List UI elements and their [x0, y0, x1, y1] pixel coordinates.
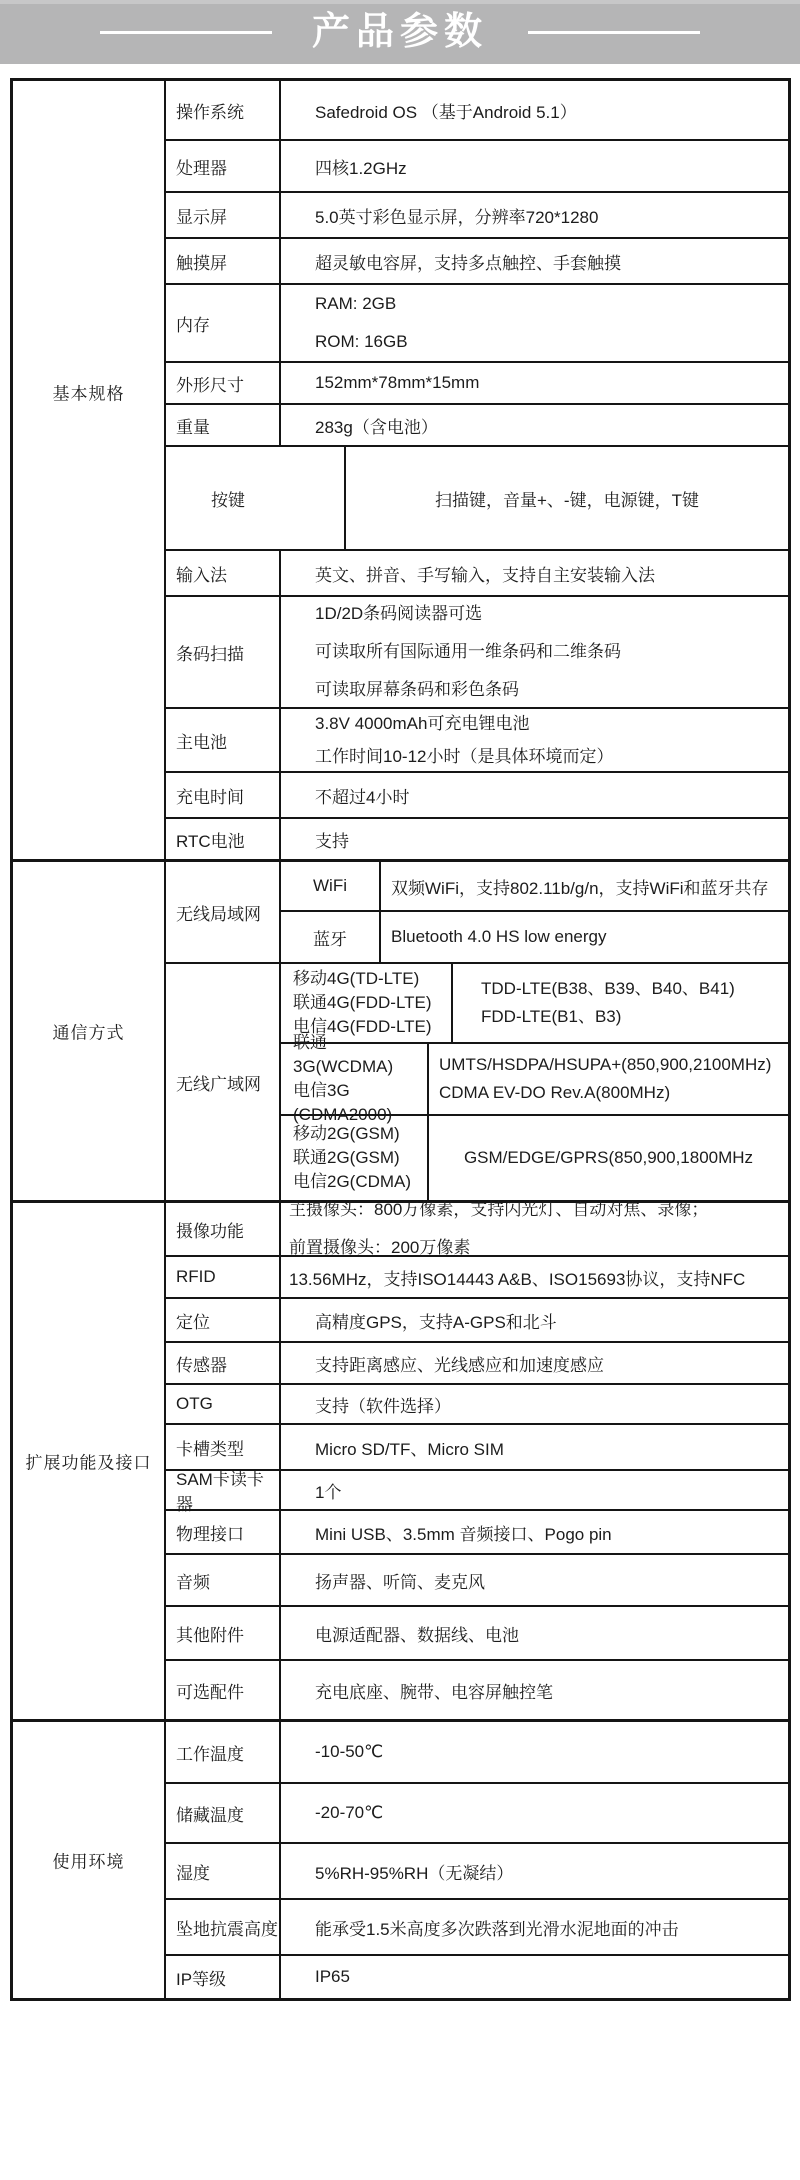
wlan-group [166, 862, 788, 962]
wwan-sublabel-line: (CDMA2000) [293, 1105, 393, 1124]
section-title: 使用环境 [52, 1852, 125, 1872]
spec-value: Micro SD/TF、Micro SIM [315, 1439, 504, 1459]
spec-row [166, 191, 788, 237]
spec-row [281, 910, 788, 962]
spec-label: 摄像功能 [166, 1203, 281, 1255]
spec-value: 支持 [315, 831, 349, 851]
spec-row [281, 862, 788, 910]
spec-row [166, 771, 788, 817]
spec-row [166, 549, 788, 595]
spec-value: 高精度GPS，支持A-GPS和北斗 [315, 1312, 557, 1332]
spec-value: 1个 [315, 1482, 342, 1502]
spec-value: 283g（含电池） [315, 417, 438, 437]
spec-value: 四核1.2GHz [315, 158, 407, 178]
spec-row [166, 1297, 788, 1341]
page-banner [0, 0, 800, 64]
wwan-sublabel-line: 电信3G [293, 1081, 350, 1100]
spec-row [166, 1383, 788, 1423]
spec-label: 外形尺寸 [166, 363, 281, 403]
wwan-sublabel-line: 联通2G(GSM) [293, 1148, 400, 1167]
wlan-label: 无线局域网 [166, 862, 281, 962]
spec-label: 物理接口 [166, 1511, 281, 1553]
spec-value: Safedroid OS （基于Android 5.1） [315, 102, 577, 122]
wlan-sublabel: WiFi [281, 862, 381, 910]
spec-row-keys [166, 445, 788, 549]
spec-label: 主电池 [166, 709, 281, 771]
spec-row [166, 1469, 788, 1514]
spec-value-line: ROM: 16GB [315, 332, 408, 351]
spec-value [281, 709, 788, 771]
spec-value [281, 285, 788, 361]
spec-value: 英文、拼音、手写输入，支持自主安装输入法 [315, 565, 655, 585]
spec-row [166, 1553, 788, 1605]
page-title: 产品参数 [311, 11, 488, 53]
spec-value-line: RAM: 2GB [315, 294, 397, 313]
wwan-sublabel-line: 联通4G(FDD-LTE) [293, 993, 432, 1012]
spec-row [166, 139, 788, 191]
wwan-group [166, 962, 788, 1200]
spec-label: 工作温度 [166, 1722, 281, 1782]
section-label [13, 1203, 166, 1719]
spec-label: 传感器 [166, 1343, 281, 1383]
spec-value-line: CDMA EV-DO Rev.A(800MHz) [439, 1083, 671, 1102]
spec-row [166, 1341, 788, 1383]
spec-label: 卡槽类型 [166, 1425, 281, 1469]
spec-value-line: 1D/2D条码阅读器可选 [315, 604, 483, 623]
spec-value-line: TDD-LTE(B38、B39、B40、B41) [481, 979, 735, 998]
spec-row [166, 1659, 788, 1719]
spec-label: 按键 [166, 447, 346, 549]
section-label [13, 862, 166, 1200]
spec-row [166, 81, 788, 139]
section-title: 扩展功能及接口 [25, 1453, 152, 1473]
spec-label: 其他附件 [166, 1607, 281, 1659]
spec-label: 显示屏 [166, 193, 281, 237]
title-rule-left [100, 31, 272, 34]
spec-label: 处理器 [166, 141, 281, 191]
spec-value: 能承受1.5米高度多次跌落到光滑水泥地面的冲击 [315, 1919, 679, 1939]
section-title: 通信方式 [52, 1023, 125, 1043]
spec-value-line: 前置摄像头：200万像素 [289, 1238, 471, 1257]
spec-label: 输入法 [166, 551, 281, 595]
wwan-sublabel-line: 电信2G(CDMA) [293, 1172, 412, 1191]
section-label [13, 81, 166, 859]
spec-value [281, 597, 788, 707]
spec-value: Bluetooth 4.0 HS low energy [391, 927, 607, 946]
spec-value: 不超过4小时 [315, 787, 410, 807]
title-rule-right [528, 31, 700, 34]
spec-label: SAM卡读卡器 [166, 1471, 281, 1509]
section-label [13, 1722, 166, 1998]
wlan-sublabel: 蓝牙 [281, 912, 381, 962]
spec-label: 湿度 [166, 1844, 281, 1898]
spec-label: 音频 [166, 1555, 281, 1605]
wwan-sublabel-line: 电信4G(FDD-LTE) [293, 1017, 432, 1036]
spec-label: 条码扫描 [166, 597, 281, 707]
spec-row [166, 283, 788, 361]
spec-row [281, 1033, 788, 1124]
spec-value-line: 工作时间10-12小时（是具体环境而定） [315, 747, 614, 766]
spec-row [166, 595, 788, 707]
spec-value: 152mm*78mm*15mm [315, 373, 480, 392]
spec-value: GSM/EDGE/GPRS(850,900,1800MHz [463, 1148, 754, 1167]
spec-value: 超灵敏电容屏，支持多点触控、手套触摸 [315, 253, 621, 273]
spec-value-line: FDD-LTE(B1、B3) [481, 1007, 622, 1026]
spec-label: 储藏温度 [166, 1784, 281, 1842]
spec-table [10, 78, 791, 2001]
spec-label: 坠地抗震高度 [166, 1900, 281, 1954]
spec-label: 触摸屏 [166, 239, 281, 283]
spec-label: 定位 [166, 1299, 281, 1341]
wwan-sublabel-line: 移动2G(GSM) [293, 1124, 400, 1143]
spec-value: 支持（软件选择） [315, 1396, 451, 1416]
spec-row [166, 707, 788, 771]
spec-row [166, 1605, 788, 1659]
wwan-sublabel [281, 1033, 429, 1124]
spec-label: 重量 [166, 405, 281, 445]
spec-value: 5%RH-95%RH（无凝结） [315, 1863, 514, 1883]
wwan-label: 无线广域网 [166, 964, 281, 1200]
spec-row [166, 817, 788, 859]
spec-value: -20-70℃ [315, 1803, 384, 1822]
spec-row [166, 1509, 788, 1553]
spec-row [166, 361, 788, 403]
section-communication [13, 859, 788, 1200]
spec-row [166, 1200, 788, 1257]
wwan-sublabel [281, 1116, 429, 1200]
spec-value: 13.56MHz，支持ISO14443 A&B、ISO15693协议，支持NFC [289, 1269, 746, 1289]
spec-value [429, 1044, 788, 1114]
spec-row [166, 1255, 788, 1297]
spec-value-line: UMTS/HSDPA/HSUPA+(850,900,2100MHz) [439, 1055, 772, 1074]
spec-label: RTC电池 [166, 819, 281, 859]
spec-value-line: 可读取屏幕条码和彩色条码 [315, 680, 519, 699]
spec-label: 可选配件 [166, 1661, 281, 1719]
spec-value: 扬声器、听筒、麦克风 [315, 1572, 485, 1592]
spec-label: 操作系统 [166, 81, 281, 139]
wwan-sublabel-line: 联通3G(WCDMA) [293, 1033, 394, 1076]
spec-row [281, 1114, 788, 1200]
spec-value-line: 主摄像头：800万像素，支持闪光灯、自动对焦、录像； [289, 1200, 709, 1219]
spec-label: OTG [166, 1385, 281, 1423]
spec-value [281, 1200, 788, 1257]
spec-row [166, 403, 788, 445]
section-title: 基本规格 [52, 384, 125, 404]
spec-value: 充电底座、腕带、电容屏触控笔 [315, 1682, 553, 1702]
spec-row [166, 237, 788, 283]
spec-value: -10-50℃ [315, 1742, 384, 1761]
spec-value: Mini USB、3.5mm 音频接口、Pogo pin [315, 1524, 612, 1544]
spec-value [453, 964, 788, 1042]
section-basic-specs [13, 81, 788, 859]
wwan-sublabel-line: 移动4G(TD-LTE) [293, 969, 420, 988]
spec-value: 5.0英寸彩色显示屏，分辨率720*1280 [315, 207, 599, 227]
spec-label: IP等级 [166, 1956, 281, 1998]
spec-value: 支持距离感应、光线感应和加速度感应 [315, 1355, 604, 1375]
spec-row [166, 1782, 788, 1842]
spec-value: 电源适配器、数据线、电池 [315, 1625, 519, 1645]
spec-row [166, 1423, 788, 1469]
spec-label: 内存 [166, 285, 281, 361]
spec-row [166, 1842, 788, 1898]
spec-value: 双频WiFi，支持802.11b/g/n，支持WiFi和蓝牙共存 [391, 878, 769, 898]
section-environment [13, 1719, 788, 1998]
spec-row [166, 1722, 788, 1782]
spec-label: RFID [166, 1257, 281, 1297]
spec-value: 扫描键，音量+、-键，电源键，T键 [435, 490, 699, 510]
spec-row [166, 1954, 788, 1998]
spec-value-line: 3.8V 4000mAh可充电锂电池 [315, 714, 530, 733]
spec-label: 充电时间 [166, 773, 281, 817]
spec-value: IP65 [315, 1967, 350, 1986]
spec-value-line: 可读取所有国际通用一维条码和二维条码 [315, 642, 621, 661]
spec-row [166, 1898, 788, 1954]
section-extended-features [13, 1200, 788, 1719]
